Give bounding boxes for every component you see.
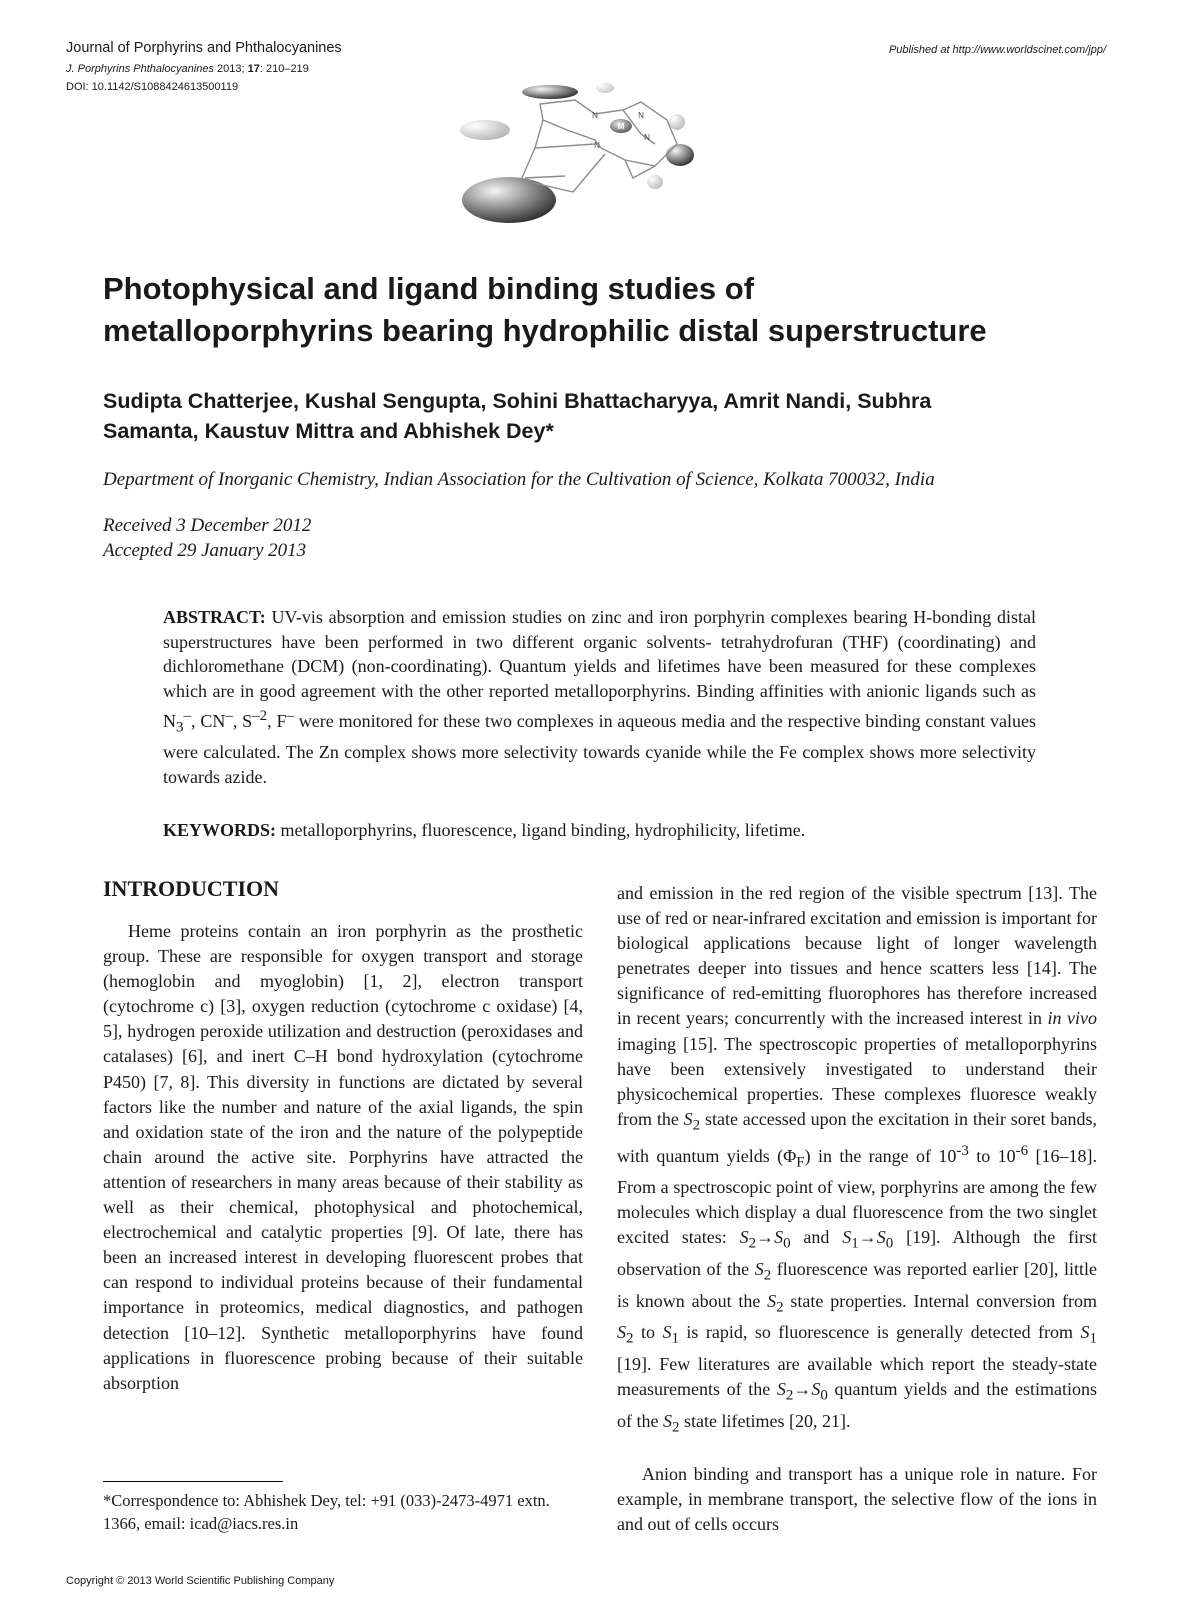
affiliation: Department of Inorganic Chemistry, Indian Association for the Cultivation of Science, Kolkata 700032, India: [103, 469, 935, 490]
state-subscript: 1: [671, 1331, 679, 1348]
state-symbol: S: [811, 1379, 821, 1400]
state-symbol: S: [876, 1227, 886, 1248]
accepted-date: Accepted 29 January 2013: [103, 540, 307, 561]
doi: DOI: 10.1142/S1088424613500119: [66, 81, 239, 93]
state-subscript: 2: [748, 1236, 757, 1252]
right-text: to: [633, 1322, 663, 1343]
abstract-text-e: were monitored for these two complexes in aqueous media and the respective binding constant values were calculated. The Zn complex shows more selectivity towards cyanide while the Fe complex shows more selectivity towards azide.: [163, 710, 1036, 787]
porphyrin-logo-icon: [455, 82, 725, 262]
section-heading-introduction: INTRODUCTION: [103, 876, 280, 901]
title-line-2: metalloporphyrins bearing hydrophilic distal superstructure: [103, 313, 987, 348]
right-text: fluorescence was reported earlier [20], little is known about the: [617, 1259, 1098, 1311]
abstract-sub-3: 3: [176, 719, 184, 736]
logo-blob-bottom: [462, 177, 556, 223]
arrow: →: [793, 1379, 812, 1400]
intro-left-column: Heme proteins contain an iron porphyrin as the prosthetic group. These are responsible for oxygen transport and storage (hemoglobin and myoglobin) [1, 2], electron transport (cytochrome c) [3], oxygen reduction (cytochrome c oxidase) [4, 5], hydrogen peroxide utilization and destruction (peroxidases and catalases) [6], and inert C–H bond hydroxylation (cytochrome P450) [7, 8]. This diversity in functions are dictated by several factors like the number and nature of the axial ligands, the spin and oxidation state of the iron and the nature of the polypeptide chain around the active site. Porphyrins have attracted the attention of researchers in many areas because of their stability as well as their chemical, photophysical and photochemical, electrochemical and catalytic properties [9]. Of late, there has been an increased interest in developing fluorescent probes that can respond to individual proteins because of their fundamental importance in proteomics, medical diagnostics, and pathogen detection [10–12]. Synthetic metalloporphyrins have found applications in fluorescence probing because of their suitable absorption: [103, 921, 583, 1393]
abstract-text-c: , S: [232, 710, 253, 731]
abstract-sup-2minus: –2: [252, 707, 268, 724]
citation-year: 2013;: [213, 63, 248, 75]
state-symbol: S: [776, 1379, 786, 1400]
logo-atom-n2: N: [638, 111, 644, 120]
footnote-divider: [103, 1481, 283, 1482]
journal-citation: [66, 63, 309, 75]
right-text: quantum yields and the estimations of the: [617, 1379, 1097, 1431]
state-symbol: S: [662, 1410, 672, 1431]
exponent: -6: [1015, 1142, 1029, 1159]
right-text: state accessed upon the excitation in their soret bands, with quantum yields (Φ: [617, 1108, 1098, 1166]
right-text: is rapid, so fluorescence is generally detected from: [678, 1322, 1081, 1343]
logo-blob-left: [460, 120, 510, 140]
logo-atom-n3: N: [644, 133, 650, 142]
abstract-sup-minus: –: [286, 707, 294, 724]
abstract-sup-minus: –: [225, 707, 233, 724]
keywords-text: metalloporphyrins, fluorescence, ligand binding, hydrophilicity, lifetime.: [276, 820, 806, 840]
state-subscript: 0: [885, 1236, 894, 1252]
state-symbol: S: [662, 1322, 672, 1343]
state-symbol: S: [1080, 1322, 1090, 1343]
right-text: state lifetimes [20, 21].: [679, 1410, 851, 1431]
state-subscript: 2: [763, 1267, 772, 1284]
state-subscript: 1: [1089, 1331, 1097, 1348]
title-line-1: Photophysical and ligand binding studies of: [103, 271, 755, 306]
logo-blob-top: [522, 85, 578, 99]
received-date: Received 3 December 2012: [103, 515, 312, 536]
state-symbol: S: [739, 1227, 749, 1248]
state-subscript: 1: [851, 1236, 859, 1252]
state-symbol: S: [767, 1290, 777, 1311]
published-url[interactable]: Published at http://www.worldscinet.com/jpp/: [888, 44, 1106, 56]
citation-pages: : 210–219: [259, 63, 309, 75]
right-text: [19]. Few literatures are available which report the steady-state measurements of the: [617, 1354, 1097, 1400]
state-subscript: 2: [785, 1387, 794, 1404]
right-text: to 10: [968, 1145, 1016, 1166]
right-text: state properties. Internal conversion from: [783, 1290, 1097, 1311]
logo-atom-n1: N: [592, 111, 598, 120]
authors-line-1: Sudipta Chatterjee, Kushal Sengupta, Sohini Bhattacharyya, Amrit Nandi, Subhra: [103, 389, 932, 413]
authors-line-2: Samanta, Kaustuv Mittra and Abhishek Dey*: [103, 419, 554, 443]
state-subscript: 2: [626, 1331, 634, 1348]
arrow: →: [858, 1227, 877, 1248]
logo-blob-right: [666, 144, 694, 166]
right-text: and: [790, 1227, 843, 1248]
phi-subscript: F: [796, 1154, 805, 1171]
abstract-label: ABSTRACT:: [163, 607, 266, 627]
state-symbol: S: [754, 1259, 764, 1280]
state-symbol: S: [683, 1108, 693, 1129]
logo-atom-m: M: [617, 122, 625, 131]
exponent: -3: [956, 1142, 969, 1159]
state-symbol: S: [774, 1227, 784, 1248]
abstract-text-a: UV-vis absorption and emission studies on zinc and iron porphyrin complexes bearing H-bonding distal superstructures have been performed in two different organic solvents- tetrahydrofuran (THF) (coordinating) and dichloromethane (DCM) (non-coordinating). Quantum yields and lifetimes have been measured for these complexes which are in good agreement with the other reported metalloporphyrins. Binding affinities with anionic ligands such as N: [163, 607, 1036, 731]
citation-volume: 17: [247, 63, 260, 75]
intro-right-paragraph-2: Anion binding and transport has a unique role in nature. For example, in membrane transport, the selective flow of the ions in and out of cells occurs: [617, 1464, 1097, 1535]
keywords-label: KEYWORDS:: [163, 820, 277, 840]
citation-journal: J. Porphyrins Phthalocyanines: [66, 63, 214, 75]
right-text: imaging [15]. The spectroscopic properties of metalloporphyrins have been extensively investigated to understand their physicochemical properties. These complexes fluoresce weakly from the: [617, 1033, 1097, 1129]
state-symbol: S: [842, 1227, 852, 1248]
in-vivo: in vivo: [1047, 1008, 1097, 1029]
right-text: [16–18]. From a spectroscopic point of view, porphyrins are among the few molecules which display a dual fluorescence from the two singlet excited states:: [617, 1145, 1097, 1248]
keywords: [163, 820, 1036, 841]
state-symbol: S: [617, 1322, 626, 1343]
right-text: [19]. Although the first observation of the: [617, 1227, 1098, 1280]
state-subscript: 0: [783, 1236, 791, 1252]
copyright: Copyright © 2013 World Scientific Publishing Company: [66, 1575, 335, 1587]
abstract: [163, 605, 1036, 790]
abstract-sup-minus: –: [183, 707, 191, 724]
abstract-text-b: , CN: [191, 710, 226, 731]
journal-name: Journal of Porphyrins and Phthalocyanines: [66, 40, 342, 56]
intro-right-column: [617, 881, 1097, 1441]
right-text: and emission in the red region of the visible spectrum [13]. The use of red or near-infrared excitation and emission is important for biological applications because light of longer wavelength penetrates deeper into tissues and hence scatters less [14]. The significance of red-emitting fluorophores has therefore increased in recent years; concurrently with the increased interest in: [617, 883, 1097, 1029]
right-text: ) in the range of 10: [804, 1145, 957, 1166]
logo-blob-small1: [669, 114, 685, 130]
arrow: →: [756, 1227, 775, 1248]
logo-blob-small3: [596, 83, 614, 93]
logo-atom-n4: N: [594, 141, 600, 150]
abstract-text-d: , F: [267, 710, 287, 731]
state-subscript: 0: [820, 1387, 828, 1404]
logo-blob-small2: [647, 175, 663, 189]
article-title: [103, 268, 1103, 352]
authors: [103, 386, 1103, 446]
state-subscript: 2: [671, 1419, 680, 1436]
state-subscript: 2: [776, 1299, 784, 1316]
state-subscript: 2: [692, 1117, 701, 1134]
correspondence-footnote: *Correspondence to: Abhishek Dey, tel: +91 (033)-2473-4971 extn. 1366, email: icad@iacs.res.in: [103, 1491, 550, 1533]
